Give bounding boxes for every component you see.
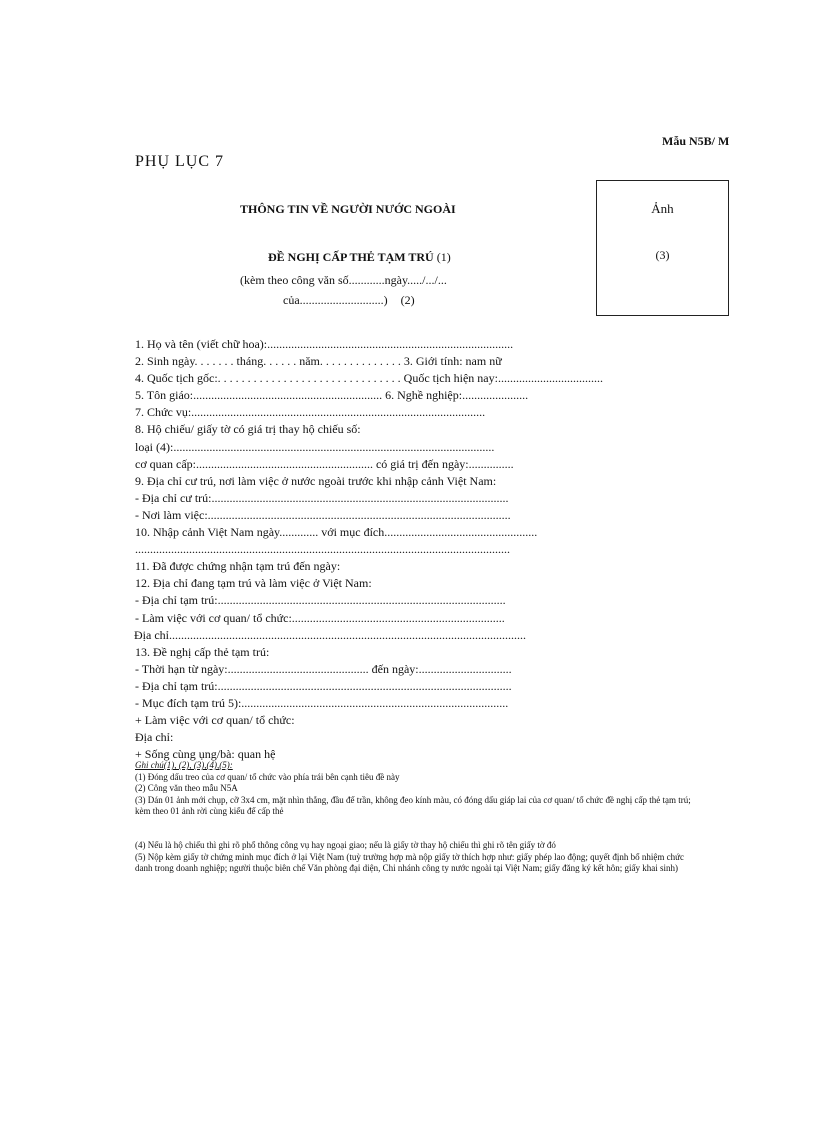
- note-2: (2) Công văn theo mẫu N5A: [135, 783, 238, 794]
- field-vn-address-heading: 12. Địa chỉ đang tạm trú và làm việc ở Việt Nam:: [135, 576, 372, 591]
- field-request-purpose: - Mục đích tạm trú 5):.........................................................................................: [135, 695, 509, 710]
- form-code: Mẫu N5B/ M: [662, 134, 730, 148]
- note-1: (1) Đóng dấu treo của cơ quan/ tổ chức vào phía trái bên cạnh tiêu đề này: [135, 771, 400, 782]
- field-request-heading: 13. Đề nghị cấp thẻ tạm trú:: [135, 644, 270, 659]
- field-full-name: 1. Họ và tên (viết chữ hoa):..................................................................................: [135, 337, 514, 351]
- form-fields: [135, 336, 695, 763]
- notes-gap: [135, 818, 695, 840]
- field-foreign-workplace: - Nơi làm việc:.....................................................................................................: [135, 507, 511, 522]
- field-foreign-residence: - Địa chỉ cư trú:...................................................................................................: [135, 490, 509, 505]
- field-request-address: - Địa chỉ tạm trú:..................................................................................................: [135, 678, 512, 693]
- photo-ref: (3): [655, 248, 670, 262]
- field-position: 7. Chức vụ:..................................................................................................: [135, 405, 486, 420]
- subtitle-text: ĐỀ NGHỊ CẤP THẺ TẠM TRÚ: [268, 250, 434, 264]
- attachment-line-2-ref: (2): [400, 293, 415, 307]
- field-entry-purpose-cont: .............................................................................................................................: [135, 542, 510, 557]
- field-birth-gender: 2. Sinh ngày. . . . . . . tháng. . . . . . năm. . . . . . . . . . . . . . 3. Giới tính: nam nữ: [135, 354, 502, 369]
- document-title: THÔNG TIN VỀ NGƯỜI NƯỚC NGOÀI: [240, 202, 456, 216]
- field-request-employer: + Làm việc với cơ quan/ tổ chức:: [135, 713, 295, 728]
- appendix-title: PHỤ LỤC 7: [135, 153, 225, 170]
- field-request-relative: + Sống cùng ụng/bà: quan hệ: [135, 747, 276, 762]
- attachment-line-1: (kèm theo công văn số............ngày...../.../...: [240, 273, 447, 287]
- note-5: (5) Nộp kèm giấy tờ chứng minh mục đích ở lại Việt Nam (tuỳ trường hợp mà nộp giấy tờ thích hợp như: giấy phép lao động; quyết định bổ nhiệm chức danh trong doanh nghiệp; người thuộc biên chế Văn phòng đại diện, Chi nhánh công ty nước ngoài tại Việt Nam; giấy đăng ký kết hôn; giấy khai sinh): [135, 851, 685, 874]
- field-vn-temp-address: - Địa chỉ tạm trú:................................................................................................: [135, 593, 506, 608]
- note-3: (3) Dán 01 ảnh mới chụp, cỡ 3x4 cm, mặt nhìn thẳng, đầu để trần, không đeo kính màu, có đóng dấu giáp lai của cơ quan/ tổ chức đề nghị cấp thẻ tạm trú; kèm theo 01 ảnh rời cùng kiểu để cấp thẻ: [135, 794, 691, 817]
- field-request-employer-address: Địa chỉ:: [135, 730, 174, 745]
- field-certified-until: 11. Đã được chứng nhận tạm trú đến ngày:: [135, 559, 341, 574]
- notes-section: [135, 760, 695, 875]
- photo-placeholder: [596, 180, 729, 316]
- document-subtitle: [268, 250, 451, 265]
- field-vn-employer-address: Địa chỉ.......................................................................................................................: [134, 627, 526, 642]
- field-issuing-agency: cơ quan cấp:........................................................... có giá trị đến ngày:...............: [135, 456, 514, 471]
- field-nationality: 4. Quốc tịch gốc:. . . . . . . . . . . . . . . . . . . . . . . . . . . . . . . Quốc tịch hiện nay:...................................: [135, 371, 603, 386]
- photo-label: Ảnh: [651, 201, 674, 216]
- attachment-line-2: [283, 293, 415, 308]
- notes-heading: Ghi chú(1), (2), (3),(4),(5):: [135, 760, 233, 770]
- field-request-period: - Thời hạn từ ngày:............................................... đến ngày:...............................: [135, 661, 512, 676]
- field-passport-type: loại (4):...........................................................................................................: [135, 439, 495, 454]
- field-entry-date: 10. Nhập cảnh Việt Nam ngày............. với mục đích...................................................: [135, 525, 538, 540]
- attachment-line-2-text: của............................): [283, 293, 388, 307]
- field-passport: 8. Hộ chiếu/ giấy tờ có giá trị thay hộ chiếu số:: [135, 422, 361, 437]
- field-foreign-address-heading: 9. Địa chỉ cư trú, nơi làm việc ở nước ngoài trước khi nhập cảnh Việt Nam:: [135, 473, 497, 488]
- field-vn-employer: - Làm việc với cơ quan/ tổ chức:.......................................................................: [135, 610, 505, 625]
- field-religion-occupation: 5. Tôn giáo:............................................................... 6. Nghề nghiệp:......................: [135, 388, 529, 403]
- subtitle-ref: (1): [436, 250, 451, 264]
- note-4: (4) Nếu là hộ chiếu thì ghi rõ phổ thông công vụ hay ngoại giao; nếu là giấy tờ thay hộ chiếu thì ghi rõ tên giấy tờ đó: [135, 839, 556, 850]
